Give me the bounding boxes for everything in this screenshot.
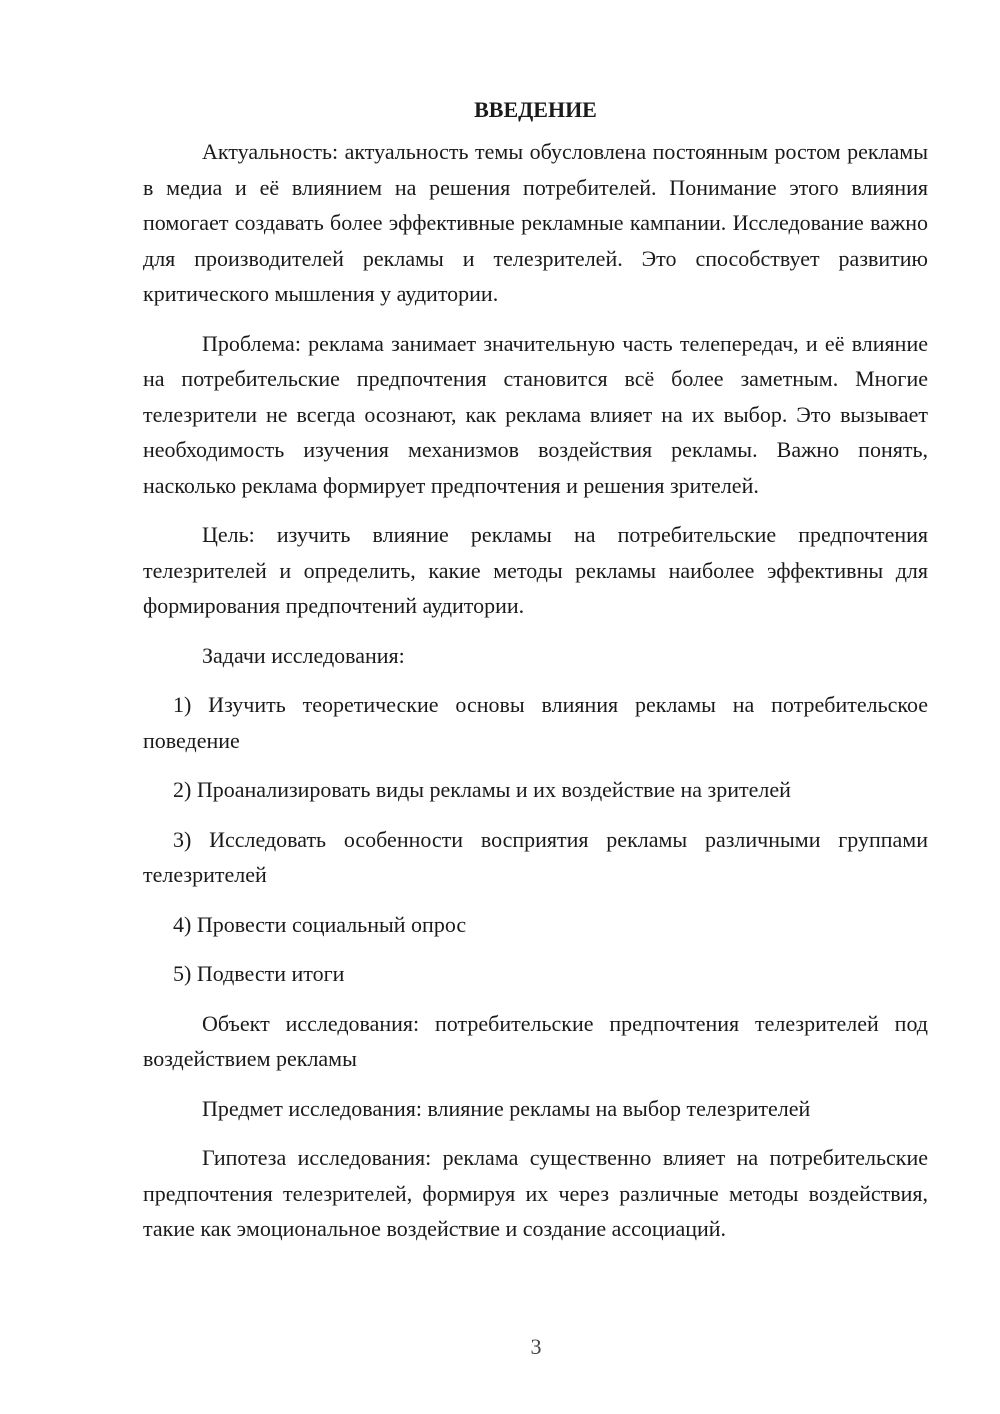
page-number: 3 [530,1334,542,1359]
paragraph-relevance: Актуальность: актуальность темы обусловлена постоянным ростом рекламы в медиа и её влиянием на решения потребителей. Понимание этого влияния помогает создавать более эффективные рекламные кампании. Исследование важно для производителей рекламы и телезрителей. Это способствует развитию критического мышления у аудитории. [143,139,928,306]
paragraph-tasks-heading: Задачи исследования: [202,642,405,668]
task-item-4: 4) Провести социальный опрос [173,911,467,937]
paragraph-goal: Цель: изучить влияние рекламы на потребительские предпочтения телезрителей и определить, какие методы рекламы наиболее эффективны для формирования предпочтений аудитории. [143,522,928,618]
paragraph-object: Объект исследования: потребительские предпочтения телезрителей под воздействием рекламы [143,1010,928,1071]
document-page [143,92,928,1261]
task-item-5: 5) Подвести итоги [173,961,345,986]
paragraph-problem: Проблема: реклама занимает значительную часть телепередач, и её влияние на потребительские предпочтения становится всё более заметным. Многие телезрители не всегда осознают, как реклама влияет на их выбор. Это вызывает необходимость изучения механизмов воздействия рекламы. Важно понять, насколько реклама формирует предпочтения и решения зрителей. [143,330,928,498]
paragraph-subject: Предмет исследования: влияние рекламы на выбор телезрителей [202,1095,811,1121]
page-title: ВВЕДЕНИЕ [474,97,597,122]
paragraph-hypothesis: Гипотеза исследования: реклама существенно влияет на потребительские предпочтения телезрителей, формируя их через различные методы воздействия, такие как эмоциональное воздействие и создание ассоциаций. [143,1145,928,1241]
task-item-3: 3) Исследовать особенности восприятия рекламы различными группами телезрителей [143,826,928,887]
task-item-2: 2) Проанализировать виды рекламы и их воздействие на зрителей [173,777,791,802]
task-item-1: 1) Изучить теоретические основы влияния рекламы на потребительское поведение [143,692,928,753]
